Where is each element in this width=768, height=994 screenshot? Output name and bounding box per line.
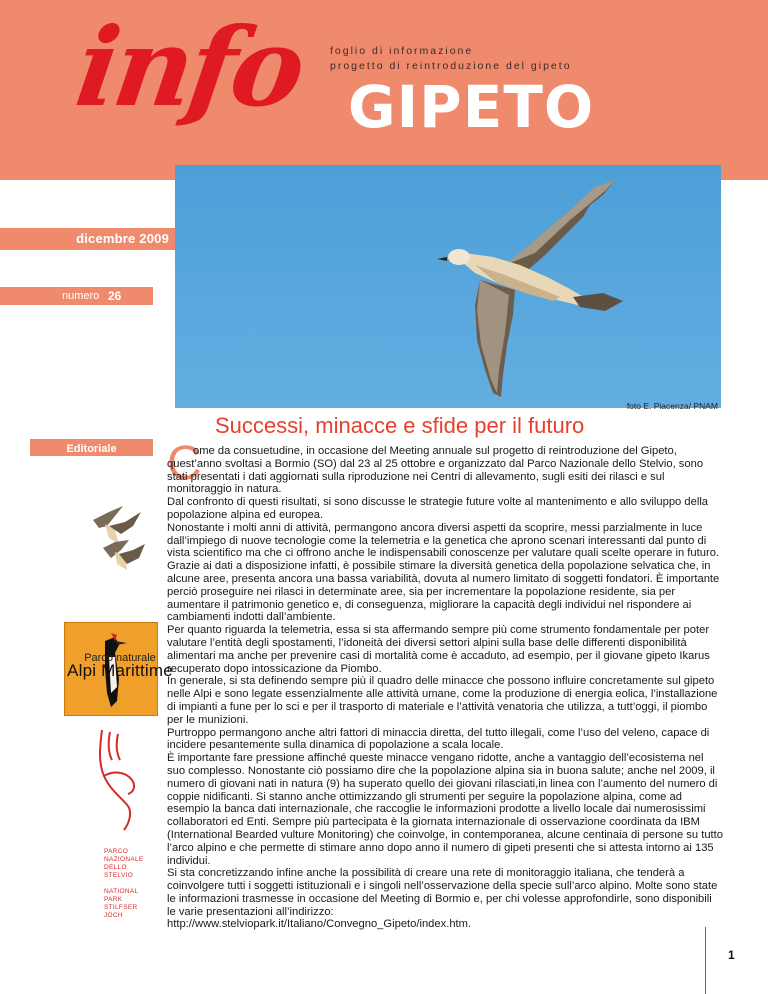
stelvio-line: DELLO — [104, 864, 127, 871]
stelvio-line: PARK — [104, 896, 123, 903]
paragraph: È importante fare pressione affinché queste minacce vengano ridotte, anche a vantaggio dell’ecosistema nel suo complesso. Nonostante ciò possiamo dire che la popolazione alpina sia in buona salute; anche nel 2009, il numero di giovani nati in natura (9) ha superato quello dei giovani rilasciati,in linea con l’aumento del numero di coppie nidificanti. Si stanno anche ottimizzando gli strumenti per seguire la popolazione alpina, come ad esempio la banca dati internazionale, che raccoglie le informazioni prodotte a livello locale dai numerosissimi collaboratori ed Enti. Sempre più partecipata è la giornata internazionale di osservazione coordinata da IBM (International Bearded vulture Monitoring) che coinvolge, in contemporanea, alcune centinaia di persone su tutto l’arco alpino e che permette di stimare anno dopo anno il numero di gipeti presenti che si attesta intorno ai 135 individui. — [167, 752, 723, 867]
pnam-name-line-1: Parco naturale — [84, 652, 156, 664]
issue-number: 26 — [108, 289, 122, 303]
paragraph: ome da consuetudine, in occasione del Meeting annuale sul progetto di reintroduzione del Gipeto, quest’anno svoltasi a Bormio (SO) dal 23 al 25 ottobre e organizzato dal Parco Nazionale dello Stelvio, sono stati presentati i dati aggiornati sulla riproduzione nei Centri di allevamento, sugli esiti dei rilasci e sul monitoraggio in natura. — [167, 445, 704, 496]
stelvio-spacer — [104, 880, 144, 888]
paragraph: Si sta concretizzando infine anche la possibilità di creare una rete di monitoraggio italiana, che tenderà a coinvolgere tutti i soggetti istituzionali e i singoli nell’osservazione della specie sull’arco alpino. Molte sono state le informazioni trasmesse in occasione del Meeting di Bormio e, per chi volesse approfondirle, sono disponibili le varie presentazioni all’indirizzo: — [167, 867, 718, 918]
pnam-name-line-2: Alpi Marittime — [67, 661, 173, 680]
article-link[interactable]: http://www.stelviopark.it/Italiano/Convegno_Gipeto/index.htm. — [167, 918, 472, 931]
article-body — [167, 445, 723, 931]
issue-bar — [0, 287, 153, 305]
vultures-icon — [85, 500, 155, 580]
stelvio-line: STILFSER — [104, 904, 138, 911]
subtitle — [330, 44, 572, 74]
paragraph: In generale, si sta definendo sempre più il quadro delle minacce che possono influire concretamente sul gipeto nelle Alpi e sono legate essenzialmente alle attività umane, come la produzione di energia eolica, l’installazione di impianti a fune per lo sci e per il trasporto di materiale e l’attività venatoria che utilizza, a tutt’oggi, il piombo per le munizioni. — [167, 675, 718, 726]
masthead-title: GIPETO — [348, 73, 595, 141]
stelvio-text — [104, 848, 144, 920]
paragraph: Per quanto riguarda la telemetria, essa si sta affermando sempre più come strumento fondamentale per poter valutare l’entità degli spostamenti, l’idoneità dei diversi settori alpini sulla base delle differenti disponibilità alimentari ma anche per prevenire casi di mortalità come è accaduto, ad esempio, per il giovane gipeto Ikarus recuperato dopo intossicazione da Piombo. — [167, 624, 710, 675]
info-logo: info — [69, 5, 309, 131]
stelvio-line: STELVIO — [104, 872, 134, 879]
vulture-photo — [175, 165, 721, 408]
section-tag — [30, 439, 153, 456]
footer-rule — [705, 927, 706, 994]
eagle-outline-icon — [88, 726, 158, 836]
paragraph: Nonostante i molti anni di attività, permangono ancora diversi aspetti da scoprire, messi parzialmente in luce dall’impiego di nuove tecnologie come la telemetria e la genetica che aprono scenari interessanti dal punto di vista scientifico ma che ci offrono anche le indispensabili conoscenze per valutare quali scelte operare in futuro. Grazie ai dati a disposizione infatti, è possibile stimare la diversità genetica della popolazione selvatica che, in alcune aree, presenta ancora una bassa variabilità, dovuta al numero limitato di soggetti fondatori. È importante perciò proseguire nei rilasci in determinate aree, sia per incrementare la popolazione residente, sia per aumentare il patrimonio genetico e, di conseguenza, migliorare la capacità degli individui nel rispondere ai cambiamenti indotti dall’ambiente. — [167, 521, 720, 624]
stelvio-line: NAZIONALE — [104, 856, 144, 863]
bearded-vulture-illustration — [175, 165, 721, 408]
section-label: Editoriale — [66, 443, 117, 455]
article-headline: Successi, minacce e sfide per il futuro — [215, 413, 585, 438]
paragraph: Purtroppo permangono anche altri fattori di minaccia diretta, del tutto illegali, come l’uso del veleno, capace di incidere pesantemente sulla dinamica di popolazione a scala locale. — [167, 726, 710, 752]
stelvio-line: NATIONAL — [104, 888, 139, 895]
page-number: 1 — [728, 948, 735, 962]
stelvio-logo — [88, 726, 158, 836]
date-bar — [0, 228, 175, 250]
paragraph: Dal confronto di questi risultati, si sono discusse le strategie future volte al mantenimento e allo sviluppo della popolazione alpina ed europea. — [167, 496, 709, 521]
stelvio-line: JOCH — [104, 912, 123, 919]
photo-credit: foto E. Piacenza/ PNAM — [626, 401, 718, 411]
stelvio-line: PARCO — [104, 848, 129, 855]
flying-vultures-image — [85, 500, 155, 580]
drop-cap: C — [167, 437, 202, 490]
subtitle-line-1: foglio di informazione — [330, 45, 474, 57]
issue-date: dicembre 2009 — [76, 231, 169, 246]
subtitle-line-2: progetto di reintroduzione del gipeto — [330, 60, 572, 72]
issue-number-label: numero — [62, 290, 100, 302]
